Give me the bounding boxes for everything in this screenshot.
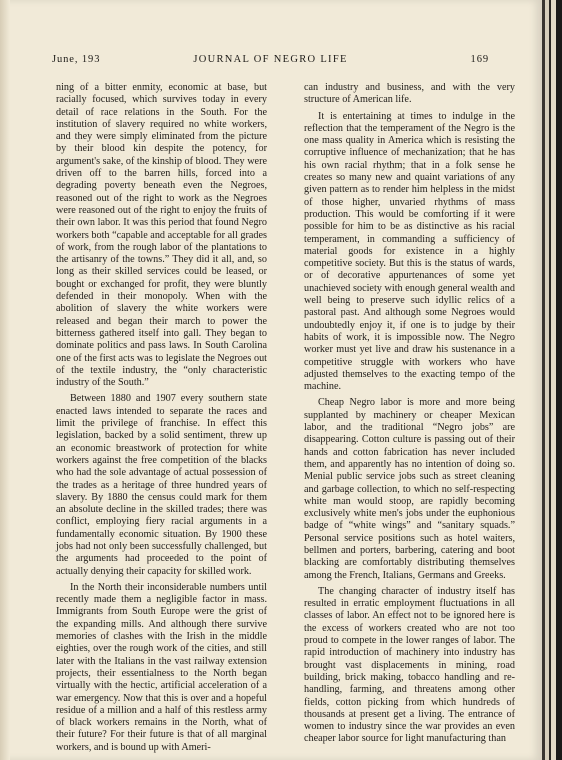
left-paragraph-1: ning of a bitter enmity, economic at base, but racially focused, which survives today in every detail of race relations in the South. For the institution of slavery required no white workers, and they were simply eliminated from the picture by their blood kin despite the potency, for argument's sake, of the kinship of blood. They were driven off to the barren hills, forced into a degrading poverty beneath even the Negroes, reasoned out of the right to work as the Negroes were reasoned out of the right to enjoy the fruits of their own labor. It was this period that found Negro workers both “capable and acceptable for all grades of work, from the rough labor of the plantations to the artisanry of the towns.” They did it all, and, so long as their skilled services could be leased, or bought or exchanged for profit, they were bluntly defended in their monopoly. When with the abolition of slavery the white workers were released and began their march to power the bitterness gathered itself into gall. They began to dominate politics and pass laws. In South Carolina one of the first acts was to legislate the Negroes out of the textile industry, the “only characteristic industry of the South.” [56,82,267,389]
header-date: June, 193 [52,54,101,65]
left-paragraph-3: In the North their inconsiderable numbers until recently made them a negligible factor in mass. Immigrants from South Europe were the grist of the expanding mills. And although there survive memories of clashes with the Irish in the middle eighties, over the rough work of the cities, and still later with the Italians in the vast railway extension projects, their essentialness to the North began virtually with the hectic, artificial acceleration of a war emergency. Now that this is over and a hopeful residue of a million and a half of this restless army of black workers remains in the North, what of their future? For their future is that of all marginal workers, and is bound up with Ameri- [56,581,267,753]
right-paragraph-1: can industry and business, and with the very structure of American life. [304,82,515,106]
right-paragraph-2: It is entertaining at times to indulge in the reflection that the temperament of the Negro is the one mass quality in America which is resisting the corruptive influence of mechanization; that he has his own racial rhythm; that in a folk sense he creates so many new and quaint variations of any given pattern as to render him helpless in the midst of those higher, unvaried rhythms of mass production. This would be comforting if it were possible for him to be as distinctive as his racial temperament, in commanding a sufficiency of material goods for existence in a highly competitive society. But this is the status of wards, or of decorative appurtenances of some yet unachieved society with enough general wealth and well being to preserve such idyllic relics of a pastoral past. And although some Negroes would undoubtedly enjoy it, if one is to judge by their habits of work, it is impossible now. The Negro worker must yet live and draw his sustenance in a competitive struggle with workers who have adjusted themselves to the exacting tempo of the machine. [304,110,515,393]
left-paragraph-2: Between 1880 and 1907 every southern state enacted laws intended to separate the races and limit the privilege of franchise. In effect this legislation, backed by a solid sentiment, threw up an economic breastwork of protection for white workers against the free competition of the blacks who had the sole advantage of actual possession of the trades as a heritage of three hundred years of slavery. By 1880 the census could mark for them an absolute decline in the skilled trades; there was conflict, employing fiery racial arguments in a fundamentally economic situation. By 1900 these jobs had not only been successfully challenged, but the arguments had proceeded to the point of actually denying their capacity for skilled work. [56,393,267,577]
journal-title: JOURNAL OF NEGRO LIFE [193,54,348,65]
page-gutter-shadow [0,0,10,760]
binding-edge [542,0,562,760]
left-column [56,82,267,754]
page-number: 169 [470,54,489,65]
right-paragraph-4: The changing character of industry itself has resulted in erratic employment fluctuations in all classes of labor. An effect not to be ignored here is the excess of workers created who are not too proud to compete in the lower ranges of labor. The rapid introduction of machinery into industry has brought vast displacements in mining, road building, brick making, tobacco handling and re-handling, farming, and threatens among other fields, cotton picking from which hundreds of thousands at present get a living. The entrance of women to industry since the war provides an even cheaper labor source for light manufacturing than [304,585,515,745]
running-header [52,54,489,68]
right-paragraph-3: Cheap Negro labor is more and more being supplanted by machinery or cheaper Mexican labor, and the traditional “Negro jobs” are disappearing. Cotton culture is passing out of their hands and cotton fabrication has never included them, and apparently has no intention of doing so. Menial public service jobs such as street cleaning and garbage collection, to which no self-respecting white man would stoop, are rapidly becoming exclusively white men's jobs under the euphonious badge of “white wings” and “sanitary squads.” Personal service positions such as hotel waiters, bellmen and porters, barbering, catering and boot blacking are comfortably distributing themselves among the French, Italians, Germans and Greeks. [304,397,515,581]
right-column [304,82,515,746]
